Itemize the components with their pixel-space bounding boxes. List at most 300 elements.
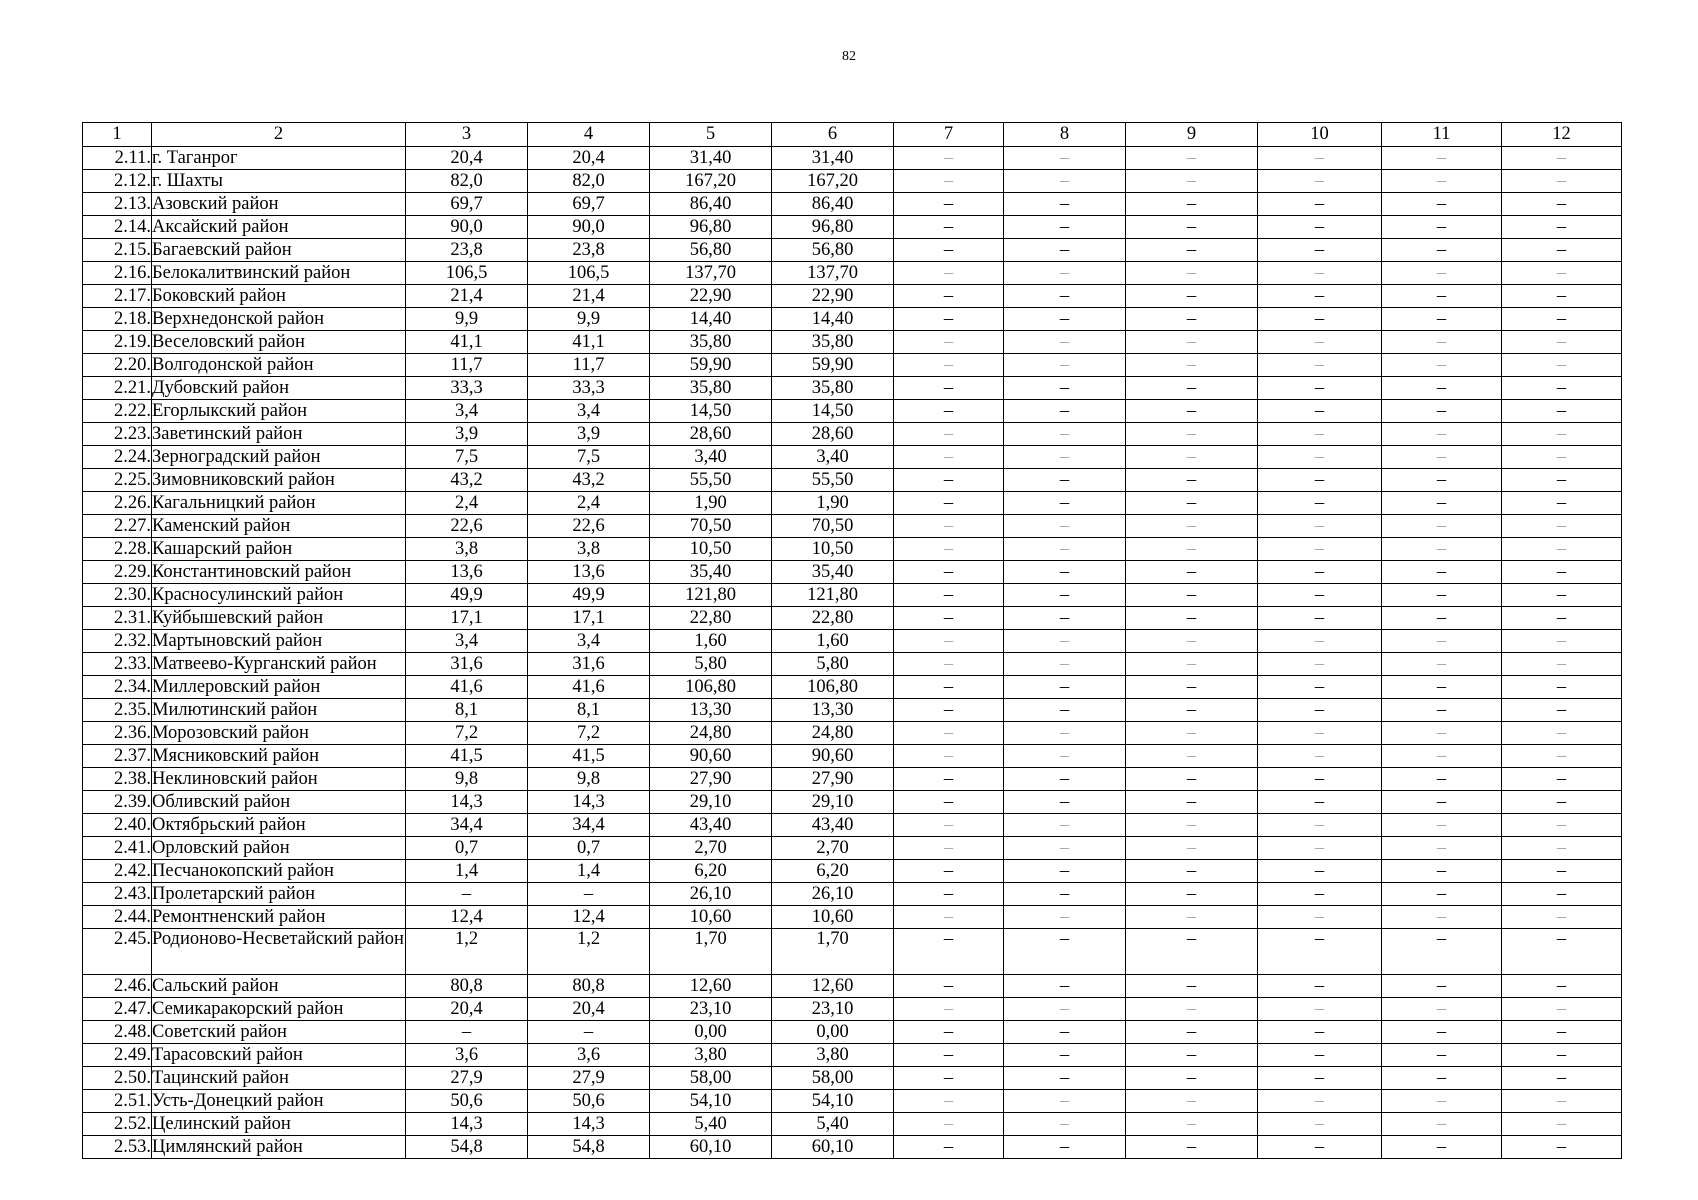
- cell-col10: –: [1258, 722, 1382, 745]
- row-number: 2.24.: [83, 446, 152, 469]
- cell-col6: 35,80: [772, 331, 894, 354]
- cell-col5: 106,80: [650, 676, 772, 699]
- table-row: [83, 469, 1622, 492]
- cell-col12: –: [1502, 1067, 1622, 1090]
- cell-col9: –: [1126, 722, 1258, 745]
- cell-col10: –: [1258, 193, 1382, 216]
- table-body: [83, 147, 1622, 1159]
- cell-col12: –: [1502, 239, 1622, 262]
- table-row: [83, 354, 1622, 377]
- cell-col5: 167,20: [650, 170, 772, 193]
- district-name: Цимлянский район: [152, 1136, 406, 1159]
- cell-col8: –: [1004, 262, 1126, 285]
- district-name: Морозовский район: [152, 722, 406, 745]
- row-number: 2.50.: [83, 1067, 152, 1090]
- cell-col12: –: [1502, 561, 1622, 584]
- cell-col6: 22,80: [772, 607, 894, 630]
- cell-col7: –: [894, 492, 1004, 515]
- cell-col12: –: [1502, 699, 1622, 722]
- cell-col5: 23,10: [650, 998, 772, 1021]
- cell-col10: –: [1258, 354, 1382, 377]
- table-row: [83, 676, 1622, 699]
- cell-col10: –: [1258, 929, 1382, 975]
- cell-col9: –: [1126, 860, 1258, 883]
- district-name: Красносулинский район: [152, 584, 406, 607]
- cell-col6: 70,50: [772, 515, 894, 538]
- cell-col3: 8,1: [406, 699, 528, 722]
- cell-col3: 17,1: [406, 607, 528, 630]
- cell-col8: –: [1004, 239, 1126, 262]
- cell-col7: –: [894, 676, 1004, 699]
- cell-col11: –: [1382, 883, 1502, 906]
- cell-col6: 10,60: [772, 906, 894, 929]
- cell-col11: –: [1382, 262, 1502, 285]
- row-number: 2.36.: [83, 722, 152, 745]
- cell-col7: –: [894, 814, 1004, 837]
- cell-col11: –: [1382, 837, 1502, 860]
- table-row: [83, 423, 1622, 446]
- cell-col3: 41,6: [406, 676, 528, 699]
- cell-col3: 3,4: [406, 630, 528, 653]
- cell-col4: 34,4: [528, 814, 650, 837]
- cell-col9: –: [1126, 446, 1258, 469]
- cell-col7: –: [894, 400, 1004, 423]
- table-row: [83, 1113, 1622, 1136]
- cell-col5: 31,40: [650, 147, 772, 170]
- district-name: Веселовский район: [152, 331, 406, 354]
- district-name: Орловский район: [152, 837, 406, 860]
- row-number: 2.26.: [83, 492, 152, 515]
- table-row: [83, 1067, 1622, 1090]
- cell-col12: –: [1502, 469, 1622, 492]
- cell-col7: –: [894, 515, 1004, 538]
- cell-col10: –: [1258, 423, 1382, 446]
- cell-col11: –: [1382, 469, 1502, 492]
- cell-col6: 5,80: [772, 653, 894, 676]
- cell-col5: 6,20: [650, 860, 772, 883]
- cell-col8: –: [1004, 975, 1126, 998]
- cell-col6: 2,70: [772, 837, 894, 860]
- cell-col3: 31,6: [406, 653, 528, 676]
- cell-col11: –: [1382, 377, 1502, 400]
- cell-col4: 49,9: [528, 584, 650, 607]
- cell-col12: –: [1502, 722, 1622, 745]
- row-number: 2.13.: [83, 193, 152, 216]
- cell-col4: 80,8: [528, 975, 650, 998]
- cell-col11: –: [1382, 699, 1502, 722]
- cell-col11: –: [1382, 1136, 1502, 1159]
- cell-col9: –: [1126, 653, 1258, 676]
- cell-col11: –: [1382, 584, 1502, 607]
- table-row: [83, 699, 1622, 722]
- cell-col5: 10,50: [650, 538, 772, 561]
- table-row: [83, 1021, 1622, 1044]
- cell-col11: –: [1382, 423, 1502, 446]
- row-number: 2.28.: [83, 538, 152, 561]
- cell-col6: 1,90: [772, 492, 894, 515]
- cell-col12: –: [1502, 331, 1622, 354]
- cell-col4: 12,4: [528, 906, 650, 929]
- district-name: Боковский район: [152, 285, 406, 308]
- cell-col10: –: [1258, 699, 1382, 722]
- cell-col7: –: [894, 883, 1004, 906]
- cell-col5: 14,50: [650, 400, 772, 423]
- cell-col12: –: [1502, 354, 1622, 377]
- cell-col7: –: [894, 170, 1004, 193]
- cell-col12: –: [1502, 147, 1622, 170]
- table-row: [83, 975, 1622, 998]
- cell-col5: 86,40: [650, 193, 772, 216]
- cell-col12: –: [1502, 216, 1622, 239]
- cell-col6: 22,90: [772, 285, 894, 308]
- cell-col8: –: [1004, 676, 1126, 699]
- table-row: [83, 607, 1622, 630]
- cell-col7: –: [894, 1113, 1004, 1136]
- cell-col8: –: [1004, 538, 1126, 561]
- cell-col9: –: [1126, 216, 1258, 239]
- cell-col9: –: [1126, 906, 1258, 929]
- cell-col8: –: [1004, 1067, 1126, 1090]
- cell-col6: 3,40: [772, 446, 894, 469]
- cell-col12: –: [1502, 1136, 1622, 1159]
- cell-col5: 29,10: [650, 791, 772, 814]
- cell-col11: –: [1382, 308, 1502, 331]
- cell-col9: –: [1126, 791, 1258, 814]
- row-number: 2.23.: [83, 423, 152, 446]
- cell-col8: –: [1004, 906, 1126, 929]
- cell-col12: –: [1502, 170, 1622, 193]
- column-header: 1: [83, 123, 152, 147]
- cell-col10: –: [1258, 446, 1382, 469]
- row-number: 2.11.: [83, 147, 152, 170]
- cell-col12: –: [1502, 515, 1622, 538]
- cell-col3: 80,8: [406, 975, 528, 998]
- cell-col9: –: [1126, 492, 1258, 515]
- cell-col12: –: [1502, 262, 1622, 285]
- cell-col11: –: [1382, 538, 1502, 561]
- district-name: Матвеево-Курганский район: [152, 653, 406, 676]
- cell-col11: –: [1382, 607, 1502, 630]
- cell-col11: –: [1382, 239, 1502, 262]
- cell-col4: 20,4: [528, 998, 650, 1021]
- cell-col10: –: [1258, 676, 1382, 699]
- cell-col6: 24,80: [772, 722, 894, 745]
- cell-col7: –: [894, 791, 1004, 814]
- cell-col5: 24,80: [650, 722, 772, 745]
- cell-col11: –: [1382, 1021, 1502, 1044]
- cell-col3: 1,4: [406, 860, 528, 883]
- row-number: 2.27.: [83, 515, 152, 538]
- cell-col4: 33,3: [528, 377, 650, 400]
- cell-col3: 33,3: [406, 377, 528, 400]
- district-name: Миллеровский район: [152, 676, 406, 699]
- cell-col11: –: [1382, 446, 1502, 469]
- row-number: 2.17.: [83, 285, 152, 308]
- district-name: Советский район: [152, 1021, 406, 1044]
- district-name: Тарасовский район: [152, 1044, 406, 1067]
- district-name: г. Шахты: [152, 170, 406, 193]
- cell-col5: 35,40: [650, 561, 772, 584]
- cell-col7: –: [894, 630, 1004, 653]
- cell-col5: 1,60: [650, 630, 772, 653]
- district-name: Заветинский район: [152, 423, 406, 446]
- cell-col3: 69,7: [406, 193, 528, 216]
- table-row: [83, 239, 1622, 262]
- table-row: [83, 722, 1622, 745]
- cell-col8: –: [1004, 722, 1126, 745]
- cell-col9: –: [1126, 1113, 1258, 1136]
- cell-col4: 1,4: [528, 860, 650, 883]
- cell-col4: 106,5: [528, 262, 650, 285]
- cell-col11: –: [1382, 1067, 1502, 1090]
- cell-col3: 82,0: [406, 170, 528, 193]
- data-table: [82, 122, 1622, 1159]
- cell-col9: –: [1126, 170, 1258, 193]
- cell-col12: –: [1502, 1090, 1622, 1113]
- cell-col8: –: [1004, 1044, 1126, 1067]
- cell-col12: –: [1502, 745, 1622, 768]
- cell-col5: 3,80: [650, 1044, 772, 1067]
- row-number: 2.40.: [83, 814, 152, 837]
- cell-col3: 54,8: [406, 1136, 528, 1159]
- cell-col5: 58,00: [650, 1067, 772, 1090]
- cell-col8: –: [1004, 216, 1126, 239]
- cell-col8: –: [1004, 745, 1126, 768]
- cell-col10: –: [1258, 998, 1382, 1021]
- cell-col8: –: [1004, 768, 1126, 791]
- row-number: 2.53.: [83, 1136, 152, 1159]
- cell-col3: 27,9: [406, 1067, 528, 1090]
- cell-col3: 3,9: [406, 423, 528, 446]
- cell-col6: 96,80: [772, 216, 894, 239]
- cell-col10: –: [1258, 515, 1382, 538]
- cell-col9: –: [1126, 1067, 1258, 1090]
- cell-col8: –: [1004, 331, 1126, 354]
- cell-col7: –: [894, 653, 1004, 676]
- cell-col8: –: [1004, 515, 1126, 538]
- cell-col4: 23,8: [528, 239, 650, 262]
- cell-col7: –: [894, 1044, 1004, 1067]
- cell-col10: –: [1258, 377, 1382, 400]
- cell-col7: –: [894, 193, 1004, 216]
- cell-col12: –: [1502, 446, 1622, 469]
- cell-col10: –: [1258, 239, 1382, 262]
- cell-col9: –: [1126, 423, 1258, 446]
- district-name: Волгодонской район: [152, 354, 406, 377]
- row-number: 2.22.: [83, 400, 152, 423]
- table-row: [83, 929, 1622, 975]
- cell-col5: 90,60: [650, 745, 772, 768]
- cell-col11: –: [1382, 354, 1502, 377]
- cell-col7: –: [894, 1136, 1004, 1159]
- cell-col10: –: [1258, 469, 1382, 492]
- cell-col10: –: [1258, 975, 1382, 998]
- cell-col10: –: [1258, 630, 1382, 653]
- row-number: 2.42.: [83, 860, 152, 883]
- cell-col8: –: [1004, 285, 1126, 308]
- cell-col6: 86,40: [772, 193, 894, 216]
- cell-col10: –: [1258, 745, 1382, 768]
- cell-col10: –: [1258, 1021, 1382, 1044]
- cell-col4: 90,0: [528, 216, 650, 239]
- district-name: Родионово-Несветайский район: [152, 929, 406, 975]
- cell-col10: –: [1258, 883, 1382, 906]
- cell-col8: –: [1004, 377, 1126, 400]
- cell-col10: –: [1258, 1090, 1382, 1113]
- row-number: 2.41.: [83, 837, 152, 860]
- cell-col9: –: [1126, 308, 1258, 331]
- cell-col4: 9,8: [528, 768, 650, 791]
- cell-col4: 41,6: [528, 676, 650, 699]
- cell-col10: –: [1258, 492, 1382, 515]
- cell-col12: –: [1502, 653, 1622, 676]
- district-name: Октябрьский район: [152, 814, 406, 837]
- row-number: 2.25.: [83, 469, 152, 492]
- cell-col3: 3,8: [406, 538, 528, 561]
- cell-col10: –: [1258, 285, 1382, 308]
- table-row: [83, 791, 1622, 814]
- cell-col10: –: [1258, 653, 1382, 676]
- cell-col9: –: [1126, 745, 1258, 768]
- table-row: [83, 883, 1622, 906]
- cell-col11: –: [1382, 285, 1502, 308]
- cell-col5: 96,80: [650, 216, 772, 239]
- cell-col12: –: [1502, 906, 1622, 929]
- cell-col4: 3,4: [528, 400, 650, 423]
- cell-col10: –: [1258, 791, 1382, 814]
- row-number: 2.49.: [83, 1044, 152, 1067]
- cell-col7: –: [894, 768, 1004, 791]
- cell-col12: –: [1502, 423, 1622, 446]
- table-row: [83, 538, 1622, 561]
- cell-col6: 31,40: [772, 147, 894, 170]
- cell-col9: –: [1126, 400, 1258, 423]
- cell-col5: 3,40: [650, 446, 772, 469]
- cell-col7: –: [894, 584, 1004, 607]
- cell-col11: –: [1382, 1090, 1502, 1113]
- cell-col11: –: [1382, 1113, 1502, 1136]
- cell-col4: 3,4: [528, 630, 650, 653]
- cell-col12: –: [1502, 400, 1622, 423]
- cell-col9: –: [1126, 515, 1258, 538]
- cell-col7: –: [894, 331, 1004, 354]
- district-name: Каменский район: [152, 515, 406, 538]
- table-row: [83, 814, 1622, 837]
- cell-col8: –: [1004, 653, 1126, 676]
- cell-col8: –: [1004, 147, 1126, 170]
- cell-col3: 41,5: [406, 745, 528, 768]
- column-header: 9: [1126, 123, 1258, 147]
- cell-col4: –: [528, 1021, 650, 1044]
- cell-col11: –: [1382, 722, 1502, 745]
- cell-col3: 50,6: [406, 1090, 528, 1113]
- cell-col4: 41,1: [528, 331, 650, 354]
- cell-col8: –: [1004, 469, 1126, 492]
- cell-col7: –: [894, 1067, 1004, 1090]
- cell-col7: –: [894, 423, 1004, 446]
- row-number: 2.35.: [83, 699, 152, 722]
- cell-col9: –: [1126, 1044, 1258, 1067]
- cell-col9: –: [1126, 998, 1258, 1021]
- cell-col9: –: [1126, 630, 1258, 653]
- cell-col4: 8,1: [528, 699, 650, 722]
- column-header: 4: [528, 123, 650, 147]
- cell-col3: 20,4: [406, 147, 528, 170]
- cell-col6: 10,50: [772, 538, 894, 561]
- cell-col8: –: [1004, 929, 1126, 975]
- cell-col9: –: [1126, 538, 1258, 561]
- cell-col3: 23,8: [406, 239, 528, 262]
- cell-col10: –: [1258, 170, 1382, 193]
- cell-col11: –: [1382, 331, 1502, 354]
- table-row: [83, 377, 1622, 400]
- cell-col12: –: [1502, 538, 1622, 561]
- cell-col9: –: [1126, 607, 1258, 630]
- cell-col12: –: [1502, 584, 1622, 607]
- column-header: 11: [1382, 123, 1502, 147]
- row-number: 2.14.: [83, 216, 152, 239]
- cell-col9: –: [1126, 147, 1258, 170]
- cell-col8: –: [1004, 814, 1126, 837]
- district-name: Мартыновский район: [152, 630, 406, 653]
- cell-col12: –: [1502, 377, 1622, 400]
- cell-col9: –: [1126, 883, 1258, 906]
- cell-col12: –: [1502, 929, 1622, 975]
- cell-col9: –: [1126, 1136, 1258, 1159]
- cell-col11: –: [1382, 860, 1502, 883]
- cell-col12: –: [1502, 308, 1622, 331]
- cell-col6: 54,10: [772, 1090, 894, 1113]
- row-number: 2.16.: [83, 262, 152, 285]
- cell-col5: 43,40: [650, 814, 772, 837]
- table-row: [83, 860, 1622, 883]
- cell-col3: 0,7: [406, 837, 528, 860]
- cell-col7: –: [894, 469, 1004, 492]
- table-row: [83, 998, 1622, 1021]
- row-number: 2.47.: [83, 998, 152, 1021]
- cell-col7: –: [894, 308, 1004, 331]
- row-number: 2.29.: [83, 561, 152, 584]
- column-header: 5: [650, 123, 772, 147]
- cell-col6: 35,80: [772, 377, 894, 400]
- cell-col6: 28,60: [772, 423, 894, 446]
- cell-col3: 49,9: [406, 584, 528, 607]
- district-name: Семикаракорский район: [152, 998, 406, 1021]
- cell-col3: 14,3: [406, 1113, 528, 1136]
- cell-col8: –: [1004, 791, 1126, 814]
- table-row: [83, 1136, 1622, 1159]
- cell-col12: –: [1502, 860, 1622, 883]
- cell-col4: 0,7: [528, 837, 650, 860]
- district-name: Куйбышевский район: [152, 607, 406, 630]
- cell-col4: 3,6: [528, 1044, 650, 1067]
- table-row: [83, 285, 1622, 308]
- district-name: г. Таганрог: [152, 147, 406, 170]
- cell-col11: –: [1382, 676, 1502, 699]
- cell-col11: –: [1382, 216, 1502, 239]
- district-name: Зимовниковский район: [152, 469, 406, 492]
- column-header: 2: [152, 123, 406, 147]
- district-name: Багаевский район: [152, 239, 406, 262]
- cell-col9: –: [1126, 331, 1258, 354]
- cell-col6: 137,70: [772, 262, 894, 285]
- cell-col8: –: [1004, 699, 1126, 722]
- cell-col3: 106,5: [406, 262, 528, 285]
- district-name: Азовский район: [152, 193, 406, 216]
- district-name: Неклиновский район: [152, 768, 406, 791]
- cell-col7: –: [894, 147, 1004, 170]
- cell-col3: 13,6: [406, 561, 528, 584]
